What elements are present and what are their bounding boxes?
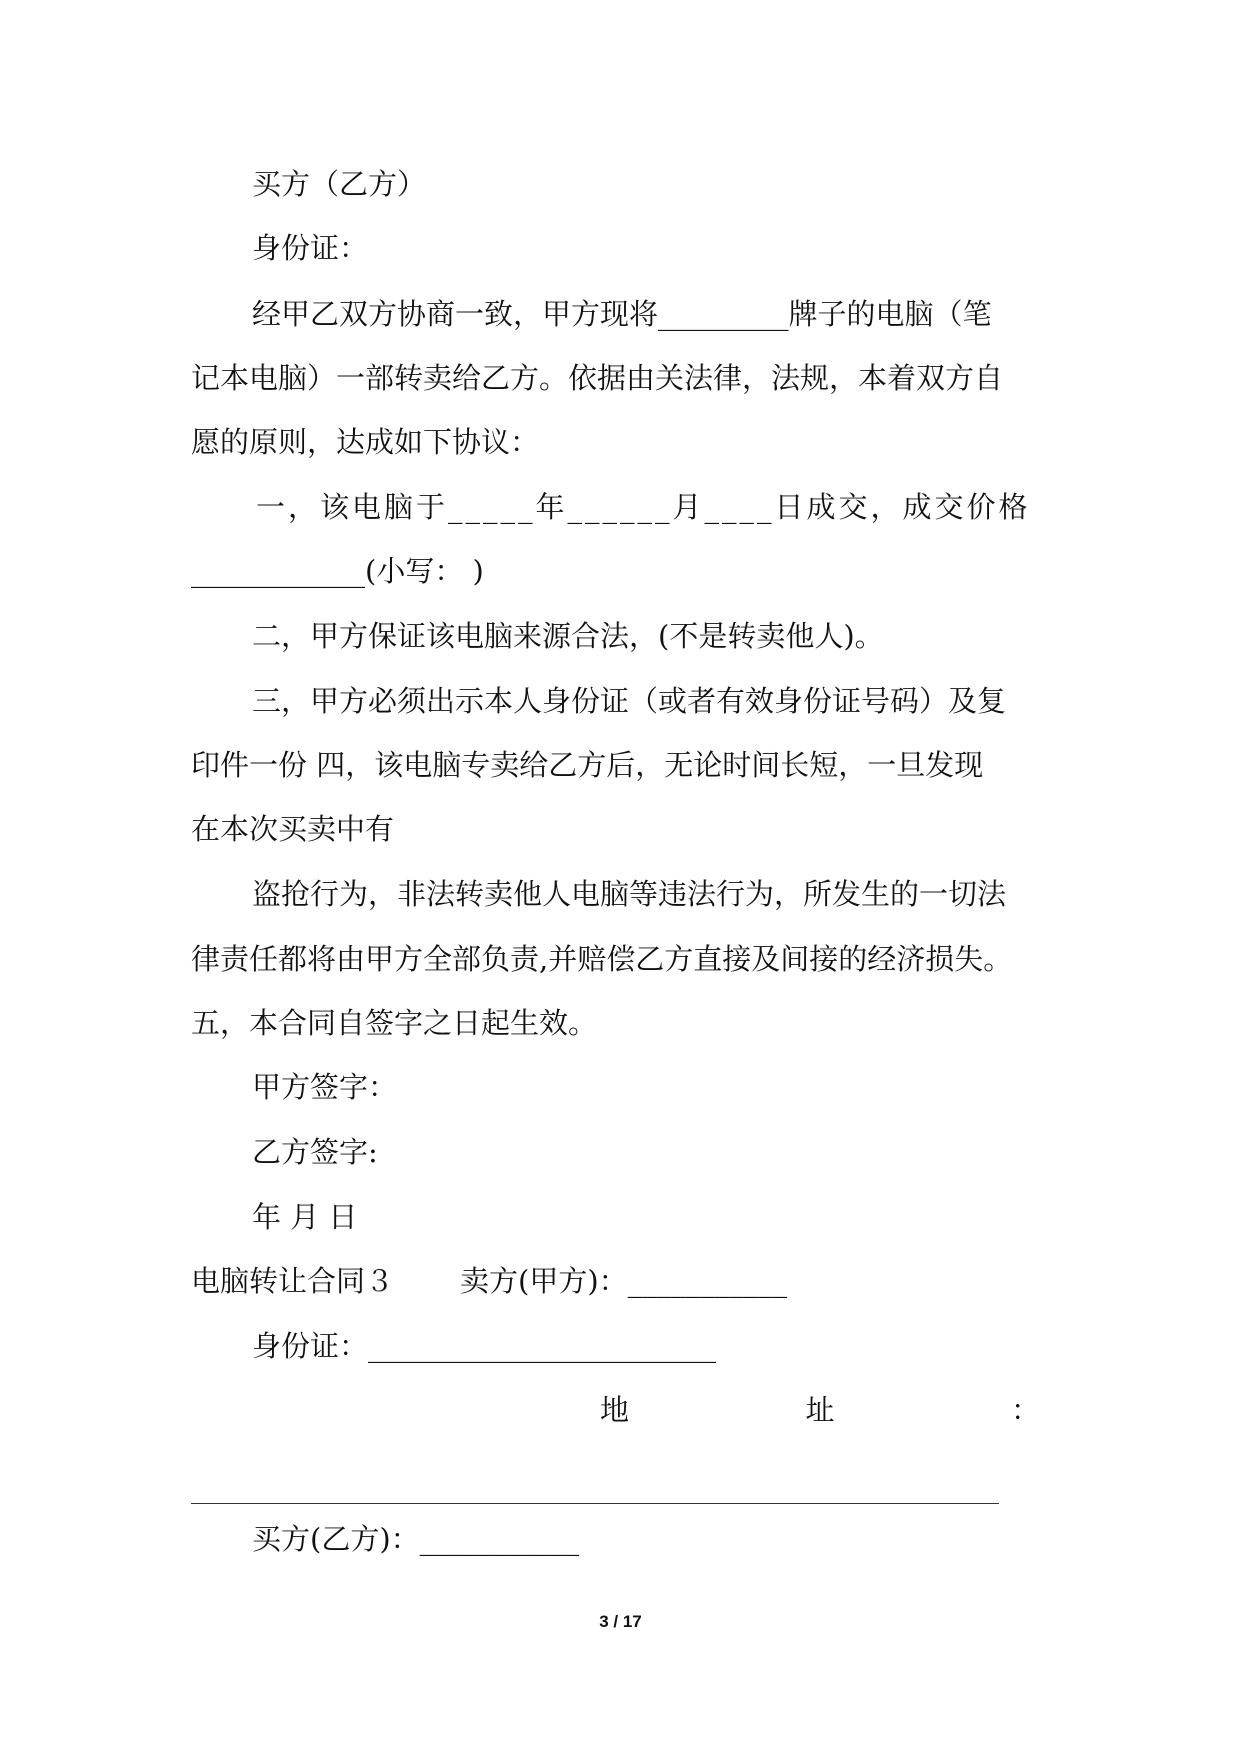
clause-3-line-1: 三，甲方必须出示本人身份证（或者有效身份证号码）及复 <box>252 684 1007 718</box>
clause-4-line-2: 律责任都将由甲方全部负责,并赔偿乙方直接及间接的经济损失。 <box>191 942 1013 976</box>
clause-4-line-1: 盗抢行为，非法转卖他人电脑等违法行为，所发生的一切法 <box>252 877 1007 911</box>
intro-line-2: 记本电脑）一部转卖给乙方。依据由关法律，法规，本着双方自 <box>191 361 1004 395</box>
clause-5: 五，本合同自签字之日起生效。 <box>191 1006 598 1040</box>
clause-2: 二，甲方保证该电脑来源合法，(不是转卖他人)。 <box>252 619 884 653</box>
sign-party-b: 乙方签字: <box>252 1135 378 1169</box>
seller-label: 卖方(甲方)：___________ <box>460 1264 788 1298</box>
address-blank-line <box>191 1503 999 1504</box>
address-char-1: 地 <box>600 1393 630 1427</box>
clause-3-line-2: 印件一份 四，该电脑专卖给乙方后，无论时间长短，一旦发现 <box>191 748 984 782</box>
clause-1-line-1: 一，该电脑于_____年______月____日成交，成交价格 <box>256 490 1031 524</box>
date-line: 年 月 日 <box>252 1200 358 1234</box>
clause-3-line-3: 在本次买卖中有 <box>191 812 395 846</box>
intro-line-3: 愿的原则，达成如下协议： <box>191 425 540 459</box>
clause-1-line-2: ____________(小写： ) <box>191 554 484 588</box>
sign-party-a: 甲方签字： <box>252 1070 398 1104</box>
address-char-2: 址 <box>805 1393 835 1427</box>
address-row <box>600 1390 1040 1430</box>
buyer-label-2: 买方(乙方)：___________ <box>252 1522 580 1556</box>
page-number: 3 / 17 <box>599 1612 642 1631</box>
address-colon: ： <box>1010 1393 1040 1427</box>
intro-line-1: 经甲乙双方协商一致，甲方现将_________牌子的电脑（笔 <box>252 297 992 331</box>
buyer-label: 买方（乙方） <box>252 167 427 201</box>
id-label-2: 身份证：________________________ <box>252 1329 717 1363</box>
contract-3-title: 电脑转让合同３ <box>191 1264 395 1298</box>
id-label: 身份证： <box>252 231 369 265</box>
